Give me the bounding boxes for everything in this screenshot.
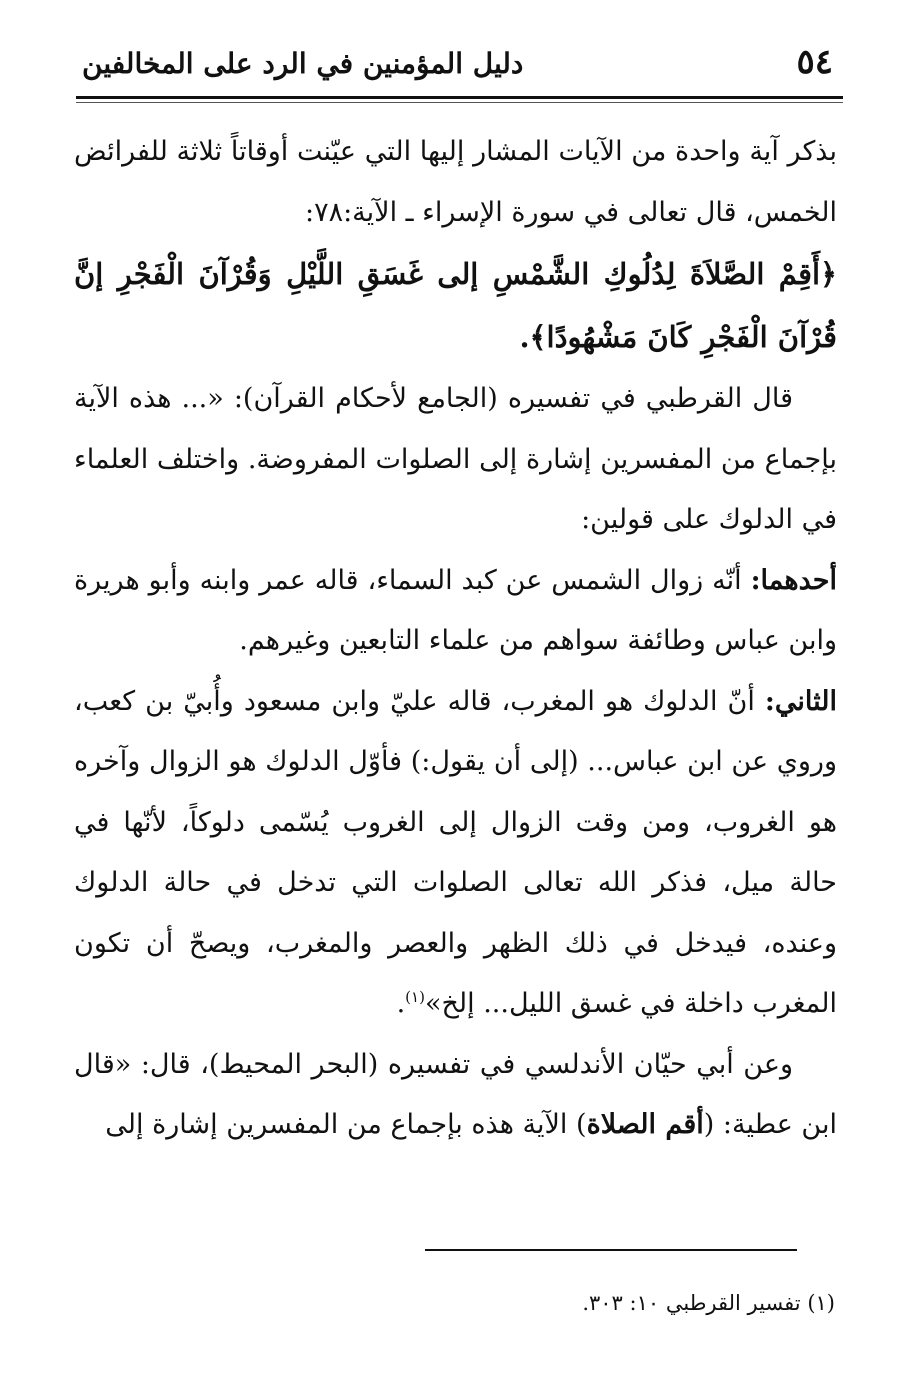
second-opinion-label: الثاني: [764,685,837,717]
footnote-reference: (١) [405,988,425,1006]
page-header [76,38,837,94]
header-rule-thin [76,102,843,103]
paragraph-abu-hayyan [74,1035,837,1156]
second-opinion-text: أنّ الدلوك هو المغرب، قاله عليّ وابن مسعود وأُبيّ بن كعب، وروي عن ابن عباس... (إلى أن يقول:) فأوّل الدلوك هو الزوال وآخره هو الغروب، ومن وقت الزوال إلى الغروب يُسّمى دلوكاً، لأنّها في حالة ميل، فذكر الله تعالى الصلوات التي تدخل في حالة الدلوك وعنده، فيدخل في ذلك الظهر والعصر والمغرب، ويصحّ أن تكون المغرب داخلة في غسق الليل... إلخ» [74,685,837,1019]
first-opinion-label: أحدهما: [750,564,837,596]
footnote: (١) تفسير القرطبي ١٠: ٣٠٣. [582,1291,835,1315]
paragraph-second-opinion [74,672,837,1035]
abu-hayyan-text-a: وعن أبي حيّان الأندلسي في تفسيره (البحر المحيط)، قال: «قال ابن عطية: ( [74,1048,837,1140]
page-number: ٥٤ [796,42,833,82]
abu-hayyan-bold: أقم الصلاة [586,1109,704,1140]
footnote-separator [425,1249,797,1251]
main-text [74,122,837,1156]
abu-hayyan-text-b: ) الآية هذه بإجماع من المفسرين إشارة إلى [105,1109,587,1140]
header-rule [76,96,843,99]
second-opinion-end: . [396,988,406,1019]
running-title: دليل المؤمنين في الرد على المخالفين [82,47,524,80]
paragraph-first-opinion [74,551,837,672]
quran-verse: ﴿أَقِمْ الصَّلاَةَ لِدُلُوكِ الشَّمْسِ إلى غَسَقِ اللَّيْلِ وَقُرْآنَ الْفَجْرِ إنَّ قُرْآنَ الْفَجْرِ كَانَ مَشْهُودًا﴾. [74,257,837,354]
paragraph-qurtubi: قال القرطبي في تفسيره (الجامع لأحكام القرآن): «... هذه الآية بإجماع من المفسرين إشارة إلى الصلوات المفروضة. واختلف العلماء في الدلوك على قولين: [74,383,837,535]
paragraph-intro: بذكر آية واحدة من الآيات المشار إليها التي عيّنت أوقاتاً ثلاثة للفرائض الخمس، قال تعالى في سورة الإسراء ـ الآية:٧٨: [74,136,837,228]
first-opinion-text: أنّه زوال الشمس عن كبد السماء، قاله عمر وابنه وأبو هريرة وابن عباس وطائفة سواهم من علماء التابعين وغيرهم. [74,564,837,656]
